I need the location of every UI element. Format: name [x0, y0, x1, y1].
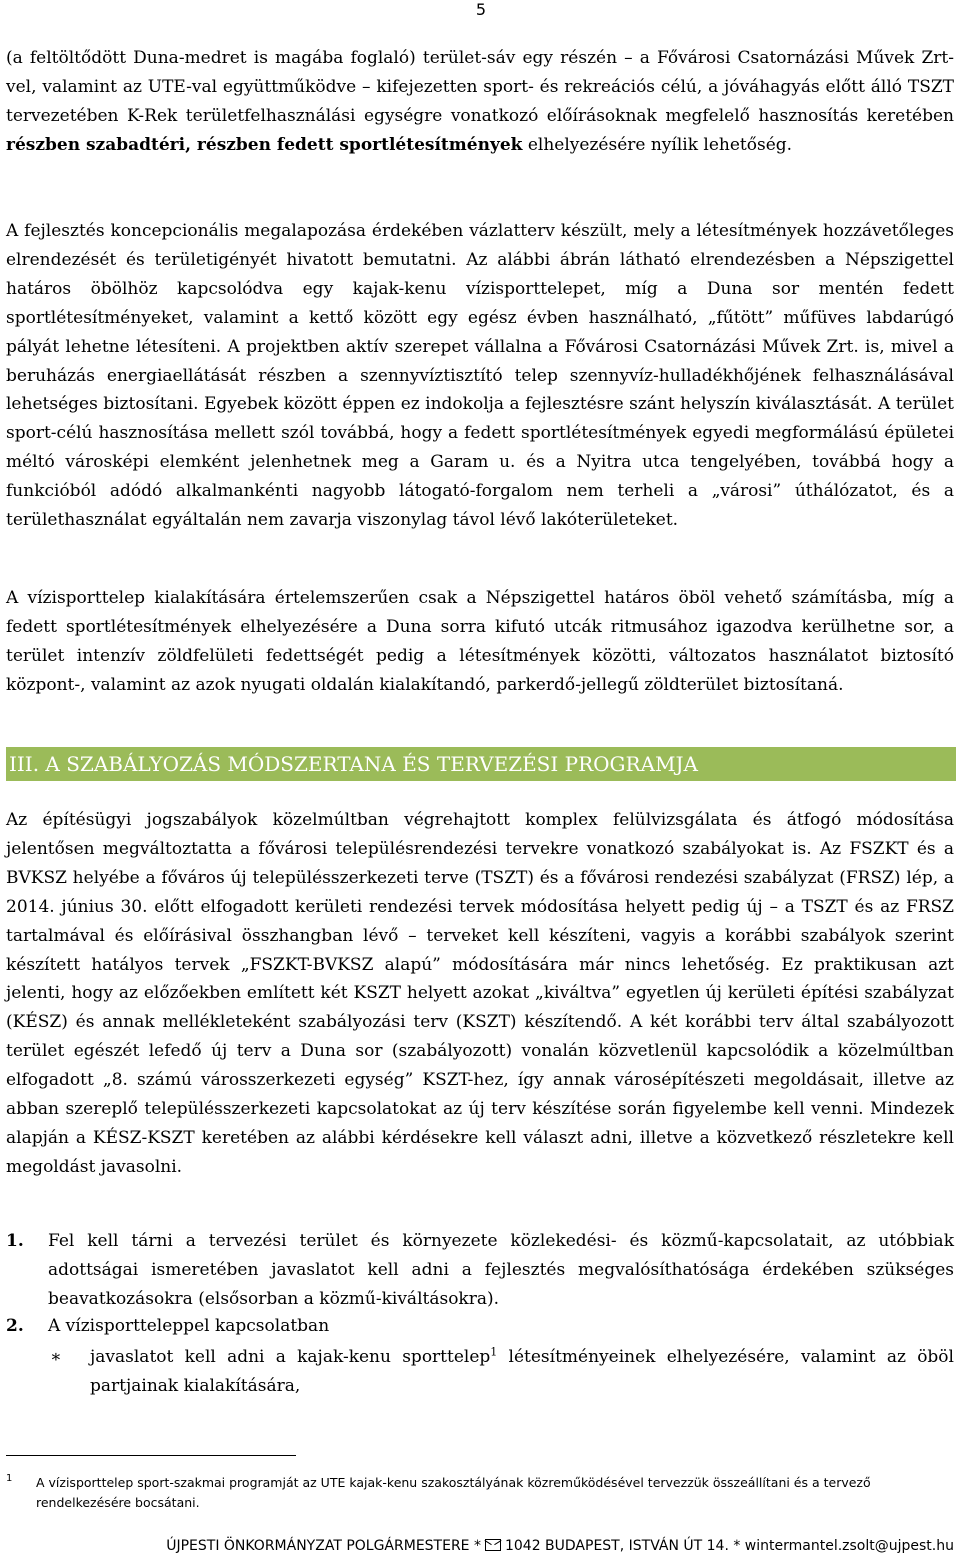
- bullet-item-text: [90, 1343, 954, 1401]
- numbered-item-1: [6, 1227, 954, 1314]
- section-heading: III. A SZABÁLYOZÁS MÓDSZERTANA ÉS TERVEZÉSI PROGRAMJA: [6, 747, 956, 781]
- section-paragraph-text: Az építésügyi jogszabályok közelmúltban végrehajtott komplex felülvizsgálata és átfogó módosítása jelentősen megváltoztatta a fővárosi településrendezési tervekre vonatkozó szabályokat is. Az FSZKT és a BVKSZ helyébe a főváros új településszerkezeti terve (TSZT) és a fővárosi rendezési szabályzat (FRSZ) lép, a 2014. június 30. előtt elfogadott kerületi rendezési tervek módosítása helyett pedig új – a TSZT és az FRSZ tartalmával és előírásival összhangban lévő – terveket kell készíteni, vagyis a korábbi szabályok szerint készített hatályos tervek „FSZKT-BVKSZ alapú” módosítására már nincs lehetőség. Ez praktikusan azt jelenti, hogy az előzőekben említett két KSZT helyett azokat „kiváltva” egyetlen új kerületi építési szabályzat (KÉSZ) és annak mellékleteként szabályozási terv (KSZT) készítendő. A két korábbi terv által szabályozott terület egészét lefedő új terv a Duna sor (szabályozott) vonalán közvetlenül kapcsolódik a közelmúltban elfogadott „8. számú városszerkezeti egység” KSZT-hez, így annak városépítészeti megoldásait, illetve az abban szereplő településszerkezeti kapcsolatokat az új terv készítése során figyelembe kell venni. Mindezek alapján a KÉSZ-KSZT keretében az alábbi kérdésekre kell választ adni, illetve a közvetkező részletekre kell megoldást javasolni.: [6, 810, 954, 1177]
- footnote-separator: [6, 1455, 296, 1456]
- paragraph-2: [6, 217, 954, 535]
- paragraph-1-bold-phrase: részben szabadtéri, részben fedett sportlétesítmények: [6, 134, 523, 155]
- page-number: 5: [475, 0, 486, 19]
- bullet-item: [6, 1343, 954, 1401]
- paragraph-1-text-end: elhelyezésére nyílik lehetőség.: [522, 134, 793, 155]
- paragraph-1: [6, 44, 954, 160]
- numbered-item-1-text: Fel kell tárni a tervezési terület és környezete közlekedési- és közmű-kapcsolatait, az utóbbiak adottságai ismeretében javaslatot kell adni a fejlesztés megvalósíthatósága érdekében szükséges beavatkozásokra (elsősorban a közmű-kiváltásokra).: [48, 1231, 954, 1309]
- footnote-text: A vízisporttelep sport-szakmai programját az UTE kajak-kenu szakosztályának közreműködésével tervezzük összeállítani és a tervező rendelkezésére bocsátani.: [36, 1475, 871, 1510]
- numbered-item-2-text: A vízisportteleppel kapcsolatban: [48, 1316, 330, 1336]
- paragraph-3-text: A vízisporttelep kialakítására értelemszerűen csak a Népszigettel határos öböl vehető számításba, míg a fedett sportlétesítmények elhelyezésére a Duna sorra kifutó utcák ritmusához igazodva kerülhetne sor, a terület intenzív zöldfelületi fedettségét pedig a létesítmények közötti, változatos használatot biztosító központ-, valamint az azok nyugati oldalán kialakítandó, parkerdő-jellegű zöldterület biztosítaná.: [6, 588, 954, 695]
- footer-address: 1042 BUDAPEST, ISTVÁN ÚT 14. * wintermantel.zsolt@ujpest.hu: [504, 1538, 954, 1554]
- footnote: [6, 1473, 954, 1513]
- page-footer: [6, 1536, 954, 1556]
- footer-office: ÚJPESTI ÖNKORMÁNYZAT POLGÁRMESTERE *: [166, 1538, 481, 1554]
- bullet-item-text-end: létesítményeinek elhelyezésére, valamint az öböl partjainak kialakítására,: [90, 1347, 954, 1396]
- numbered-item-2-number: 2.: [6, 1316, 24, 1336]
- paragraph-3: [6, 584, 954, 700]
- asterisk-bullet-icon: ∗: [50, 1347, 62, 1367]
- paragraph-2-text: A fejlesztés koncepcionális megalapozása érdekében vázlatterv készült, mely a létesítmények hozzávetőleges elrendezését és területigényét hivatott bemutatni. Az alábbi ábrán látható elrendezésben a Népszigettel határos öbölhöz kapcsolódva egy kajak-kenu vízisporttelepet, míg a Duna sor mentén fedett sportlétesítményeket, valamint a kettő között egy egész évben használható, „fűtött” műfüves labdarúgó pályát lehetne létesíteni. A projektben aktív szerepet vállalna a Fővárosi Csatornázási Művek Zrt. is, mivel a beruházás energiaellátását részben a szennyvíztisztító telep szennyvíz-hulladékhőjének felhasználásával lehetséges biztosítani. Egyebek között éppen ez indokolja a fejlesztésre szánt helyszín kiválasztását. A terület sport-célú hasznosítása mellett szól továbbá, hogy a fedett sportlétesítmények egyedi megformálású épületei méltó városképi elemként jelenhetnek meg a Garam u. és a Nyitra utca tengelyében, továbbá hogy a funkcióból adódó alkalmankénti nagyobb látogató-forgalom nem terheli a „városi” úthálózatot, és a területhasználat egyáltalán nem zavarja viszonylag távol lévő lakóterületeket.: [6, 221, 954, 531]
- section-paragraph: [6, 806, 954, 1182]
- numbered-item-2: [6, 1312, 954, 1341]
- paragraph-1-text-start: (a feltöltődött Duna-medret is magába foglaló) terület-sáv egy részén – a Fővárosi Csatornázási Művek Zrt-vel, valamint az UTE-val együttműködve – kifejezetten sport- és rekreációs célú, a jóváhagyás előtt álló TSZT tervezetében K-Rek területfelhasználási egységre vonatkozó előírásoknak megfelelő hasznosítás keretében: [6, 48, 954, 126]
- envelope-icon: [485, 1539, 501, 1551]
- numbered-item-1-number: 1.: [6, 1231, 24, 1251]
- footnote-reference[interactable]: 1: [490, 1345, 498, 1359]
- bullet-item-text-start: javaslatot kell adni a kajak-kenu sporttelep: [90, 1347, 491, 1367]
- footnote-mark: 1: [6, 1473, 13, 1484]
